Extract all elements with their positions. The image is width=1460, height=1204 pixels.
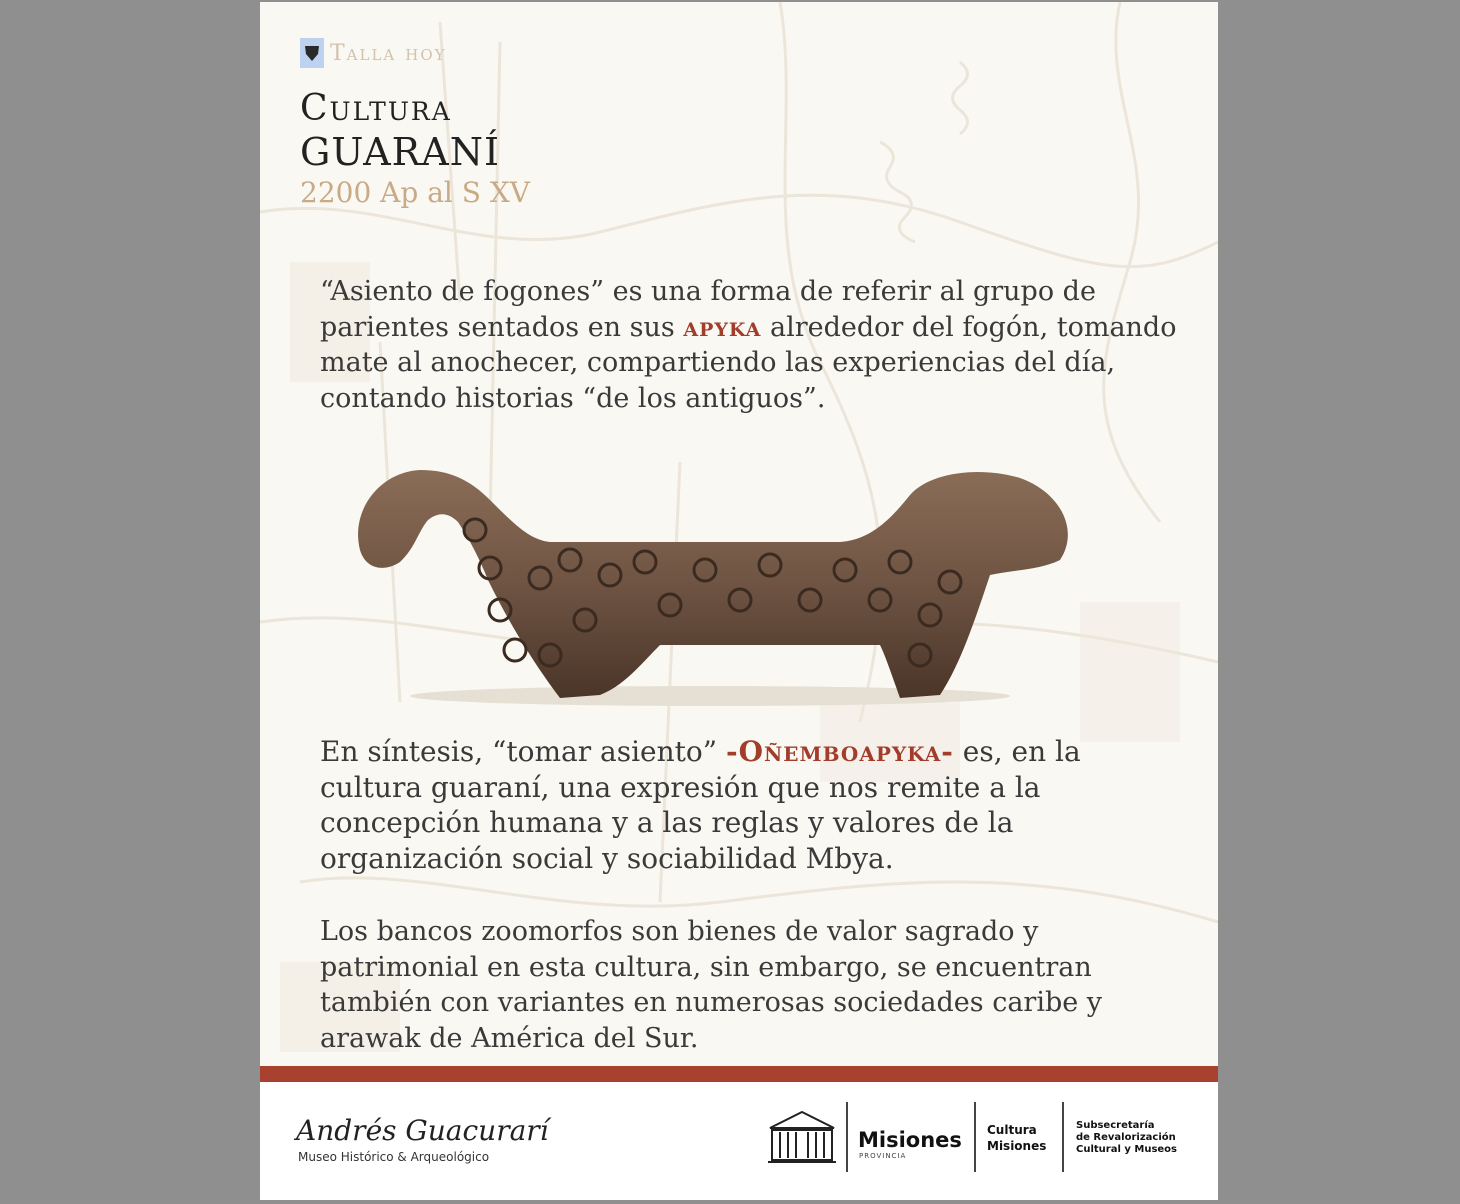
- title-period: 2200 Ap al S XV: [300, 176, 530, 209]
- zoomorphic-bench-image: [340, 450, 1080, 710]
- paragraph-oñemboapyka: En síntesis, “tomar asiento” -Oñemboapyka- es, en la cultura guaraní, una expresión que nos remite a la concepción humana y a las reglas y valores de la organización social y sociabilidad Mbya.: [320, 735, 1081, 875]
- culture-logo: Cultura Misiones: [987, 1123, 1047, 1153]
- highlight-onemboapyka: -Oñemboapyka-: [725, 735, 954, 768]
- footer-separator: [846, 1102, 848, 1172]
- paragraph-fogones: “Asiento de fogones” es una forma de referir al grupo de parientes sentados en sus apyka alrededor del fogón, tomando mate al anochecer, compartiendo las experiencias del día, contando historias “de los antiguos”.: [320, 276, 1177, 414]
- province-subtitle: PROVINCIA: [859, 1152, 907, 1160]
- building-icon: [766, 1106, 838, 1166]
- footer-separator: [1062, 1102, 1064, 1172]
- museum-name: Andrés Guacurarí: [296, 1114, 549, 1147]
- paragraph-bancos: Los bancos zoomorfos son bienes de valor sagrado y patrimonial en esta cultura, sin embargo, se encuentran también con variantes en numerosas sociedades caribe y arawak de América del Sur.: [320, 916, 1103, 1054]
- province-name: Misiones: [858, 1128, 962, 1152]
- tag-label: Talla hoy: [330, 40, 447, 66]
- footer-separator: [974, 1102, 976, 1172]
- highlight-apyka: apyka: [683, 311, 762, 343]
- subsecretaria-logo: Subsecretaría de Revalorización Cultural y Museos: [1076, 1120, 1178, 1155]
- title-guarani: GUARANÍ: [300, 130, 500, 174]
- poster: [260, 2, 1218, 1200]
- title-culture: Cultura: [300, 88, 452, 129]
- footer-divider: [260, 1066, 1218, 1082]
- footer: [260, 1082, 1218, 1200]
- shield-icon: [300, 38, 324, 68]
- header-tag: [300, 38, 447, 68]
- museum-subtitle: Museo Histórico & Arqueológico: [298, 1150, 490, 1164]
